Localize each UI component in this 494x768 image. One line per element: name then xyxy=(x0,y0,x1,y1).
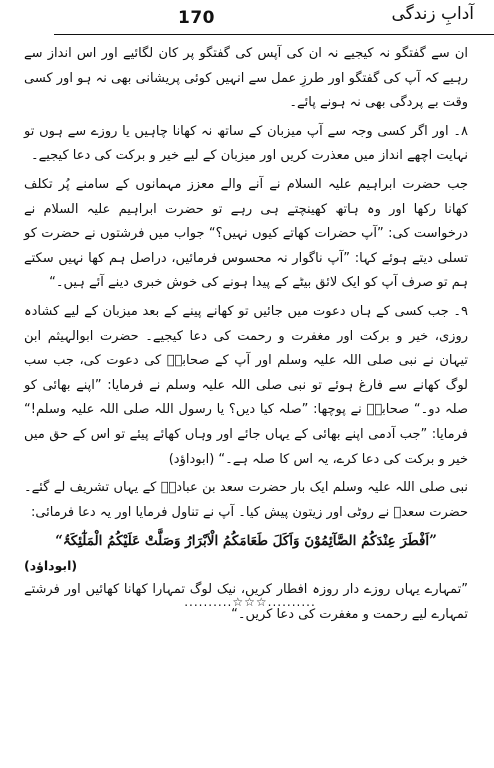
page-number: 170 xyxy=(178,8,215,28)
paragraph-point-9: ۹۔ جب کسی کے ہاں دعوت میں جائیں تو کھانے پینے کے بعد میزبان کے لیے کشادہ روزی، خیر و برکت اور مغفرت و رحمت کی دعا کیجیے۔ حضرت ابوالہیثم ابن تیہان نے نبی صلی اللہ علیہ وسلم اور آپ کے صحابہؓ کی دعوت کی، جب سب لوگ کھانے سے فارغ ہوئے تو نبی صلی اللہ علیہ وسلم نے فرمایا: ”اپنے بھائی کو صلہ دو۔“ صحابہؓ نے پوچھا: ”صلہ کیا دیں؟ یا رسول اللہ صلی اللہ علیہ وسلم!“ فرمایا: ”جب آدمی اپنے بھائی کے یہاں جائے اور وہاں کھائے پیئے تو اس کے حق میں خیر و برکت کی دعا کرے، یہ اس کا صلہ ہے۔“ (ابوداؤد) xyxy=(24,303,468,467)
running-title: آدابِ زندگی xyxy=(391,4,474,24)
page-body xyxy=(24,42,468,628)
section-separator: ..........☆☆☆.......... xyxy=(184,595,316,609)
hadith-source: (ابوداؤد) xyxy=(24,557,78,573)
paragraph-saad-visit: نبی صلی اللہ علیہ وسلم ایک بار حضرت سعد بن عبادہؓ کے یہاں تشریف لے گئے۔ حضرت سعدؓ نے روٹی اور زیتون پیش کیا۔ آپ نے تناول فرمایا اور یہ دعا فرمائی: xyxy=(24,480,468,520)
page-header xyxy=(24,0,494,38)
paragraph-ibrahim-story: جب حضرت ابراہیم علیہ السلام نے آنے والے معزز مہمانوں کے سامنے پُر تکلف کھانا رکھا اور وہ ہاتھ کھینچتے ہی رہے تو حضرت ابراہیم علیہ السلام نے درخواست کی: ”آپ حضرات کھاتے کیوں نہیں؟“ جواب میں فرشتوں نے حضرت کو تسلی دیتے ہوئے کہا: ”آپ ناگوار نہ محسوس فرمائیں، دراصل ہم کھا نہیں سکتے ہم تو صرف آپ کو ایک لائق بیٹے کے پیدا ہونے کی خوش خبری دینے آئے ہیں۔“ xyxy=(24,176,468,291)
dua-translation: ”تمہارے یہاں روزے دار روزہ افطار کریں، نیک لوگ تمہارا کھانا کھائیں اور فرشتے تمہارے لیے رحمت و مغفرت کی دعا کریں۔“ xyxy=(24,582,468,623)
paragraph-1: ان سے گفتگو نہ کیجیے نہ ان کی آپس کی گفتگو پر کان لگائیے اور اس انداز سے رہیے کہ آپ کی گفتگو اور طرزِ عمل سے انہیں کوئی پریشانی بھی نہ ہو اور کسی وقت بے پردگی بھی نہ ہونے پائے۔ xyxy=(24,46,468,111)
paragraph-point-8: ۸۔ اور اگر کسی وجہ سے آپ میزبان کے ساتھ نہ کھانا چاہیں یا روزے سے ہوں تو نہایت اچھے انداز میں معذرت کریں اور میزبان کے لیے خیر و برکت کی دعا کیجیے۔ xyxy=(24,123,468,164)
header-rule xyxy=(54,34,494,35)
arabic-dua: ”اَفْطَرَ عِنْدَکُمُ الصَّآئِمُوْنَ وَاَکَلَ طَعَامَکُمُ الْاَبْرَارُ وَصَلَّتْ عَلَیْکُمُ الْمَلٰٓئِکَۃُ“ xyxy=(55,533,437,550)
